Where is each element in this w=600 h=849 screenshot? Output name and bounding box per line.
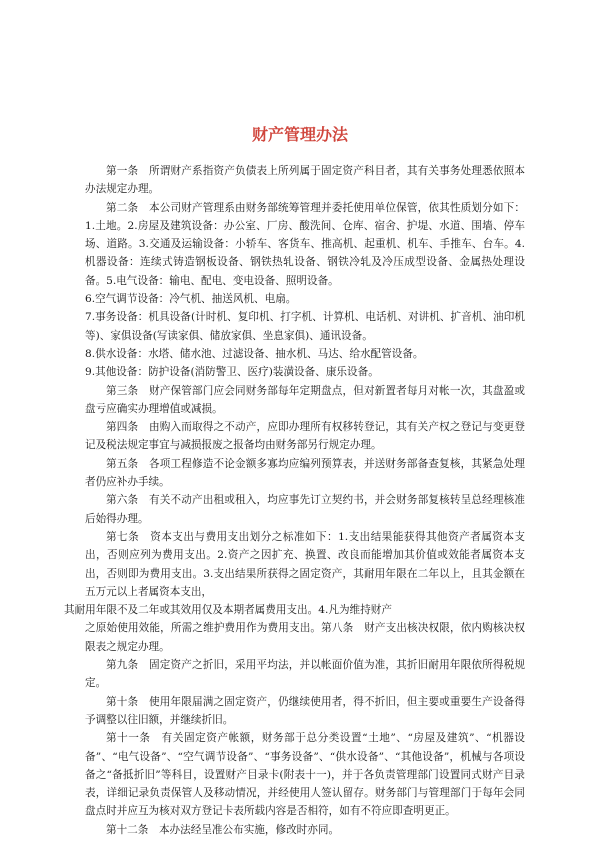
article-4: 第四条 由购入而取得之不动产，应即办理所有权移转登记，其有关产权之登记与变更登记及税法规定事宜与减损报废之报备均由财务部另行规定办理。 bbox=[85, 421, 525, 452]
article-7: 第七条 资本支出与费用支出划分之标准如下：1.支出结果能获得其他资产者属资本支出，否则应列为费用支出。2.资产之因扩充、换置、改良而能增加其价值或效能者属资本支出，否则即为费用支出。3.支出结果所获得之固定资产，其耐用年限在二年以上，且其金额在五万元以上者属资本支出， bbox=[85, 530, 525, 598]
article-10: 第十条 使用年限届满之固定资产，仍继续使用者，得不折旧，但主要或重要生产设备得予调整以往旧额，并继续折旧。 bbox=[85, 695, 525, 726]
item-other-equipment: 9.其他设备：防护设备(消防警卫、医疗)装潢设备、康乐设备。 bbox=[85, 366, 379, 379]
article-3: 第三条 财产保管部门应会同财务部每年定期盘点，但对新置者每月对帐一次，其盘盈或盘亏应确实办理增值或减损。 bbox=[85, 384, 525, 415]
article-1: 第一条 所谓财产系指资产负债表上所列属于固定资产科目者，其有关事务处理悉依照本办法规定办理。 bbox=[85, 165, 525, 196]
article-11: 第十一条 有关固定资产帐额，财务部于总分类设置“土地”、“房屋及建筑”、“机器设备”、“电气设备”、“空气调节设备”、“事务设备”、“供水设备”、“其他设备”，机械与各项设备之“备抵折旧”等科目，设置财产目录卡(附表十一)，并于各负责管理部门设置同式财产目录表，详细记录负责保管人及移动情况，并经使用人签认留存。财务部门与管理部门于每年会同盘点时并应互为核对双方登记卡表所载内容是否相符，如有不符应即查明更正。 bbox=[85, 732, 525, 818]
article-5: 第五条 各项工程修造不论金额多寡均应编列预算表，并送财务部备查复核，其紧急处理者仍应补办手续。 bbox=[85, 457, 525, 489]
article-9: 第九条 固定资产之折旧，采用平均法，并以帐面价值为准，其折旧耐用年限依所得税规定。 bbox=[85, 659, 525, 690]
article-7-end-article-8: 之原始使用效能，所需之维护费用作为费用支出。第八条 财产支出核决权限，依内购核决权限表之规定办理。 bbox=[85, 622, 525, 653]
item-air-conditioning: 6.空气调节设备：冷气机、抽送风机、电扇。 bbox=[85, 293, 297, 306]
document-title: 财产管理办法 bbox=[251, 125, 348, 144]
article-12: 第十二条 本办法经呈准公布实施，修改时亦同。 bbox=[106, 823, 340, 836]
item-office-equipment: 7.事务设备：机具设备(计时机、复印机、打字机、计算机、电话机、对讲机、扩音机、油印机等)、家俱设备(写读家俱、储放家俱、坐息家俱)、通讯设备。 bbox=[85, 311, 525, 342]
document-body bbox=[64, 162, 525, 839]
article-2: 第二条 本公司财产管理系由财务部统筹管理并委托使用单位保管，依其性质划分如下：1.土地。2.房屋及建筑设备：办公室、厂房、酸洗间、仓库、宿舍、护堤、水道、围墙、停车场、道路。3.交通及运输设备：小轿车、客货车、推高机、起重机、机车、手推车、台车。4.机器设备：连续式铸造钢板设备、钢铁热轧设备、钢铁冷轧及冷压成型设备、金属热处理设备。5.电气设备：输电、配电、变电设备、照明设备。 bbox=[85, 201, 525, 287]
article-7-continued: 其耐用年限不及二年或其效用仅及本期者属费用支出。4.凡为维持财产 bbox=[64, 604, 392, 617]
item-water-supply: 8.供水设备：水塔、储水池、过滤设备、抽水机、马达、给水配管设备。 bbox=[85, 347, 424, 360]
article-6: 第六条 有关不动产出租或租入，均应事先订立契约书，并会财务部复核转呈总经理核准后始得办理。 bbox=[85, 494, 525, 525]
